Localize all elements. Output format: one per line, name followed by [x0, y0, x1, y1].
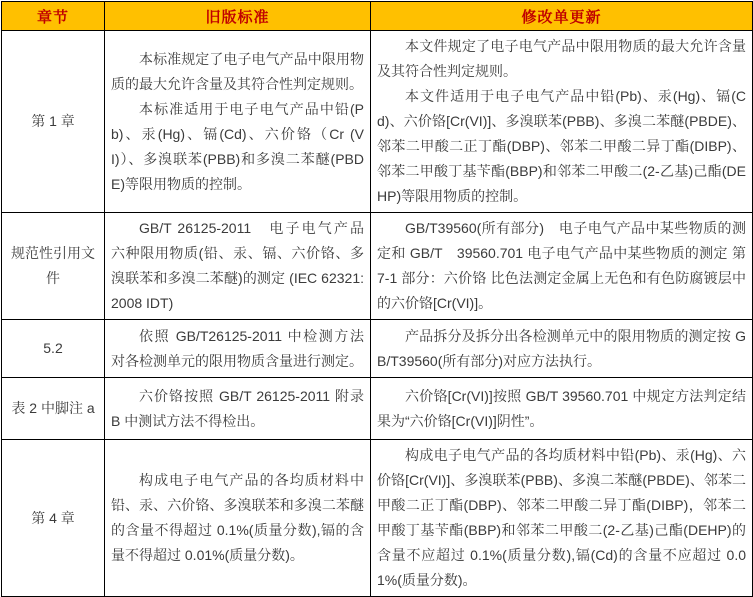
chapter-cell: 表 2 中脚注 a [2, 378, 105, 440]
paragraph: 六价铬按照 GB/T 26125-2011 附录 B 中测试方法不得检出。 [111, 387, 364, 429]
amendment-cell [371, 213, 753, 320]
header-cell-old-standard: 旧版标准 [105, 2, 371, 31]
paragraph: 六价铬[Cr(VI)]按照 GB/T 39560.701 中规定方法判定结果为“六价铬[Cr(VI)]阴性”。 [377, 387, 746, 429]
table-row-normative-references [2, 213, 753, 320]
old-standard-cell [105, 378, 371, 440]
chapter-cell: 规范性引用文件 [2, 213, 105, 320]
chapter-cell: 第 1 章 [2, 31, 105, 213]
chapter-cell: 第 4 章 [2, 440, 105, 597]
old-standard-cell [105, 213, 371, 320]
paragraph: 构成电子电气产品的各均质材料中铅(Pb)、汞(Hg)、六价铬[Cr(VI)]、多溴联苯(PBB)、多溴二苯醚(PBDE)、邻苯二甲酸二正丁酯(DBP)、邻苯二甲酸二异丁酯(DIBP)，邻苯二甲酸丁基苄酯(BBP)和邻苯二甲酸二(2-乙基)己酯(DEHP)的含量不应超过 0.1%(质量分数),镉(Cd)的含量不应超过 0.01%(质量分数)。 [377, 447, 746, 588]
amendment-cell [371, 31, 753, 213]
amendment-cell [371, 440, 753, 597]
paragraph: 本文件规定了电子电气产品中限用物质的最大允许含量及其符合性判定规则。 [377, 38, 746, 79]
old-standard-cell [105, 31, 371, 213]
paragraph: 依照 GB/T26125-2011 中检测方法对各检测单元的限用物质含量进行测定。 [111, 327, 364, 369]
old-standard-cell [105, 320, 371, 378]
paragraph: 本标准规定了电子电气产品中限用物质的最大允许含量及其符合性判定规则。 [111, 50, 364, 92]
header-cell-amendment-update: 修改单更新 [371, 2, 753, 31]
header-cell-chapter: 章节 [2, 2, 105, 31]
paragraph: 产品拆分及拆分出各检测单元中的限用物质的测定按 GB/T39560(所有部分)对应方法执行。 [377, 327, 746, 369]
amendment-cell [371, 378, 753, 440]
chapter-cell: 5.2 [2, 320, 105, 378]
paragraph: 构成电子电气产品的各均质材料中铅、汞、六价铬、多溴联苯和多溴二苯醚的含量不得超过 0.1%(质量分数),镉的含量不得超过 0.01%(质量分数)。 [111, 472, 364, 563]
table-row-chapter4 [2, 440, 753, 597]
paragraph: GB/T 26125-2011 电子电气产品 六种限用物质(铅、汞、镉、六价铬、多溴联苯和多溴二苯醚)的测定 (IEC 62321:2008 IDT) [111, 220, 364, 311]
table-row-5-2 [2, 320, 753, 378]
table-row-chapter1 [2, 31, 753, 213]
paragraph: 本标准适用于电子电气产品中铅(Pb)、汞(Hg)、镉(Cd)、六价铬（Cr (VI)）、多溴联苯(PBB)和多溴二苯醚(PBDE)等限用物质的控制。 [111, 100, 364, 192]
standard-comparison-table [1, 1, 753, 597]
old-standard-cell [105, 440, 371, 597]
paragraph: 本文件适用于电子电气产品中铅(Pb)、汞(Hg)、镉(Cd)、六价铬[Cr(VI)]、多溴联苯(PBB)、多溴二苯醚(PBDE)、邻苯二甲酸二正丁酯(DBP)、邻苯二甲酸二异丁酯(DIBP)、邻苯二甲酸丁基苄酯(BBP)和邻苯二甲酸二(2-乙基)己酯(DEHP)等限用物质的控制。 [377, 88, 746, 204]
table-row-table2-footnote-a [2, 378, 753, 440]
header-row [2, 2, 753, 31]
amendment-cell [371, 320, 753, 378]
paragraph: GB/T39560(所有部分) 电子电气产品中某些物质的测定和 GB/T 39560.701 电子电气产品中某些物质的测定 第 7-1 部分：六价铬 比色法测定金属上无色和有色防腐镀层中的六价铬[Cr(VI)]。 [377, 220, 746, 311]
